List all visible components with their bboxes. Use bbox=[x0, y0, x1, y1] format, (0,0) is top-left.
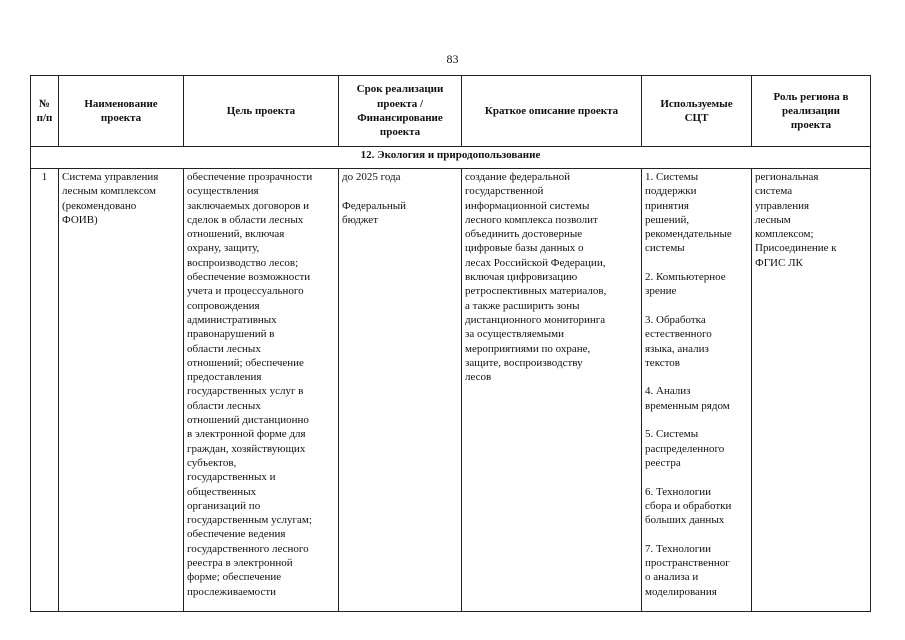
row-term-funding: до 2025 года Федеральный бюджет bbox=[339, 169, 462, 612]
row-technologies: 1. Системы поддержки принятия решений, рекомендательные системы 2. Компьютерное зрение 3. Обработка естественного языка, анализ текстов 4. Анализ временным рядом 5. Системы распределенного реестра 6. Технологии сбора и обработки больших данных 7. Технологии пространственног о анализа и моделирования bbox=[642, 169, 752, 612]
header-region-role: Роль региона в реализации проекта bbox=[752, 76, 871, 147]
row-project-goal: обеспечение прозрачности осуществления заключаемых договоров и сделок в области лесных отношений, включая охрану, защиту, воспроизводство лесов; обеспечение возможности учета и процессуального сопровождения административных правонарушений в области лесных отношений; обеспечение предоставления государственных услуг в области лесных отношений дистанционно в электронной форме для граждан, хозяйствующих субъектов, государственных и общественных организаций по государственным услугам; обеспечение ведения государственного лесного реестра в электронной форме; обеспечение прослеживаемости bbox=[184, 169, 339, 612]
table-row bbox=[31, 169, 871, 612]
header-project-goal: Цель проекта bbox=[184, 76, 339, 147]
header-term-funding: Срок реализации проекта / Финансирование проекта bbox=[339, 76, 462, 147]
projects-table bbox=[30, 75, 871, 612]
header-technologies: Используемые СЦТ bbox=[642, 76, 752, 147]
row-region-role: региональная система управления лесным комплексом; Присоединение к ФГИС ЛК bbox=[752, 169, 871, 612]
header-project-name: Наименование проекта bbox=[59, 76, 184, 147]
section-row bbox=[31, 147, 871, 169]
page-number: 83 bbox=[446, 52, 459, 66]
header-row bbox=[31, 76, 871, 147]
row-description: создание федеральной государственной информационной системы лесного комплекса позволит объединить достоверные цифровые базы данных о лесах Российской Федерации, включая цифровизацию ретроспективных материалов, а также расширить зоны дистанционного мониторинга за осуществляемыми мероприятиями по охране, защите, воспроизводству лесов bbox=[462, 169, 642, 612]
row-project-name: Система управления лесным комплексом (рекомендовано ФОИВ) bbox=[59, 169, 184, 612]
section-title: 12. Экология и природопользование bbox=[31, 147, 871, 169]
header-description: Краткое описание проекта bbox=[462, 76, 642, 147]
header-number: № п/п bbox=[31, 76, 59, 147]
row-number: 1 bbox=[31, 169, 59, 612]
